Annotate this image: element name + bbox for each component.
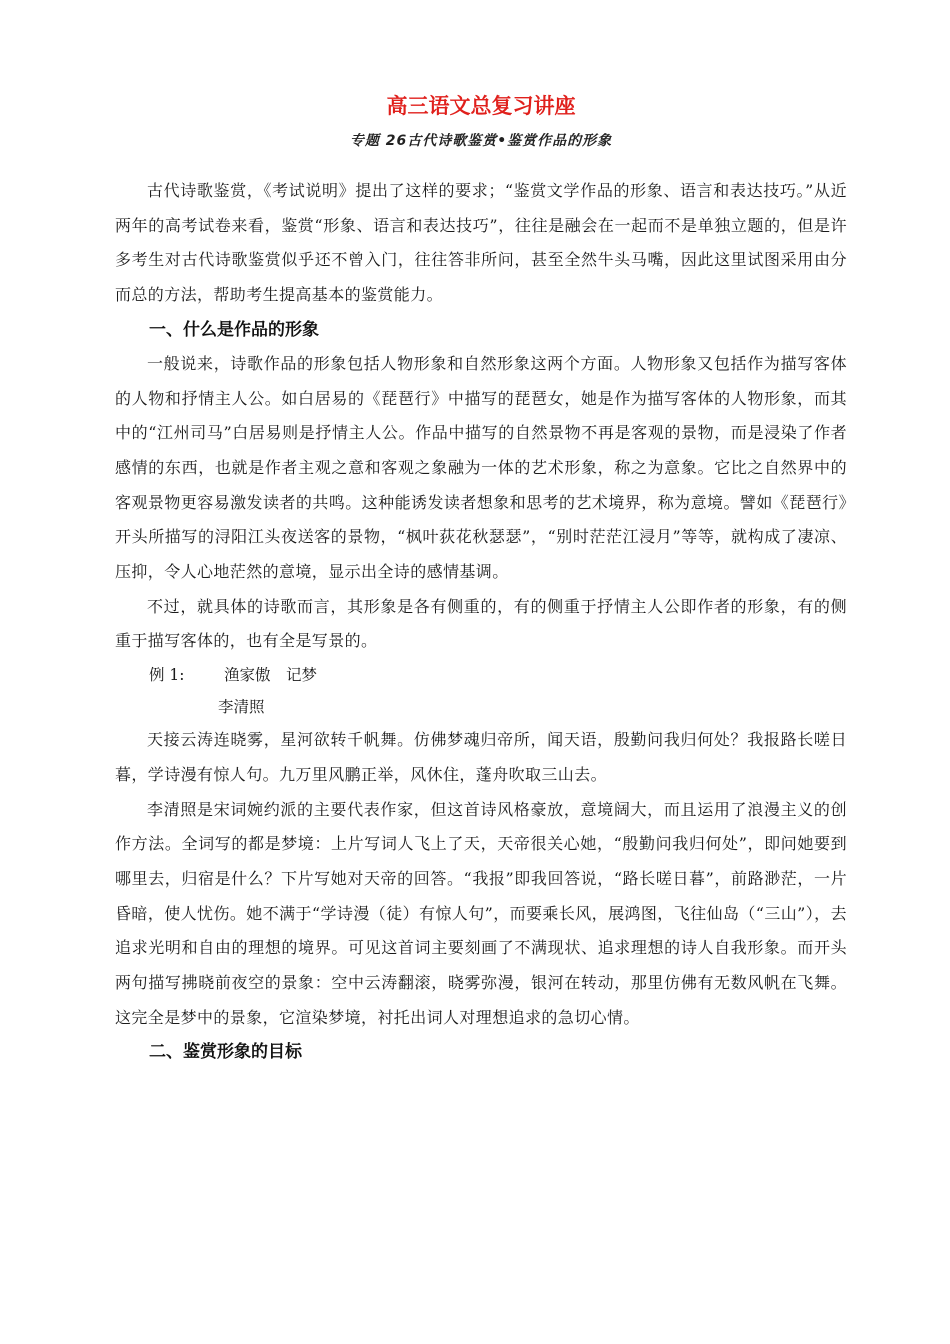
document-page: [115, 90, 847, 1069]
intro-paragraph: 古代诗歌鉴赏，《考试说明》提出了这样的要求；“鉴赏文学作品的形象、语言和表达技巧。”从近两年的高考试卷来看，鉴赏“形象、语言和表达技巧”，往往是融会在一起而不是单独立题的，但是许多考生对古代诗歌鉴赏似乎还不曾入门，往往答非所问，甚至全然牛头马嘴，因此这里试图采用由分而总的方法，帮助考生提高基本的鉴赏能力。: [115, 181, 847, 305]
section-heading-1: 一、什么是作品的形象: [149, 319, 319, 340]
document-title: 高三语文总复习讲座: [386, 94, 576, 118]
example-heading: [115, 659, 847, 691]
section-heading-2: 二、鉴赏形象的目标: [149, 1042, 302, 1063]
poem-text: 天接云涛连晓雾，星河欲转千帆舞。仿佛梦魂归帝所，闻天语，殷勤问我归何处？我报路长嗟日暮，学诗漫有惊人句。九万里风鹏正举，风休住，蓬舟吹取三山去。: [115, 730, 847, 784]
document-subtitle: 专题 26古代诗歌鉴赏•鉴赏作品的形象: [349, 133, 613, 149]
section1-paragraph-2: 不过，就具体的诗歌而言，其形象是各有侧重的，有的侧重于抒情主人公即作者的形象，有的侧重于描写客体的，也有全是写景的。: [115, 596, 847, 651]
example-label: 例 1:: [149, 666, 185, 685]
analysis-paragraph: 李清照是宋词婉约派的主要代表作家，但这首诗风格豪放，意境阔大，而且运用了浪漫主义的创作方法。全词写的都是梦境：上片写词人飞上了天，天帝很关心她，“殷勤问我归何处”，即问她要到哪里去，归宿是什么？下片写她对天帝的回答。“我报”即我回答说，“路长嗟日暮”，前路渺茫，一片昏暗，使人忧伤。她不满于“学诗漫（徒）有惊人句”，而要乘长风，展鸿图，飞往仙岛（“三山”），去追求光明和自由的理想的境界。可见这首词主要刻画了不满现状、追求理想的诗人自我形象。而开头两句描写拂晓前夜空的景象：空中云涛翻滚，晓雾弥漫，银河在转动，那里仿佛有无数风帆在飞舞。这完全是梦中的景象，它渲染梦境，衬托出词人对理想追求的急切心情。: [115, 799, 847, 1027]
section1-paragraph-1: 一般说来，诗歌作品的形象包括人物形象和自然形象这两个方面。人物形象又包括作为描写客体的人物和抒情主人公。如白居易的《琵琶行》中描写的琵琶女，她是作为描写客体的人物形象，而其中的“江州司马”白居易则是抒情主人公。作品中描写的自然景物不再是客观的景物，而是浸染了作者感情的东西，也就是作者主观之意和客观之象融为一体的艺术形象，称之为意象。它比之自然界中的客观景物更容易激发读者的共鸣。这种能诱发读者想象和思考的艺术境界，称为意境。譬如《琵琶行》开头所描写的浔阳江头夜送客的景物，“枫叶荻花秋瑟瑟”，“别时茫茫江浸月”等等，就构成了凄凉、压抑，令人心地茫然的意境，显示出全诗的感情基调。: [115, 353, 847, 582]
example-author: 李清照: [218, 698, 265, 717]
example-poem-title: 渔家傲 记梦: [223, 666, 317, 685]
